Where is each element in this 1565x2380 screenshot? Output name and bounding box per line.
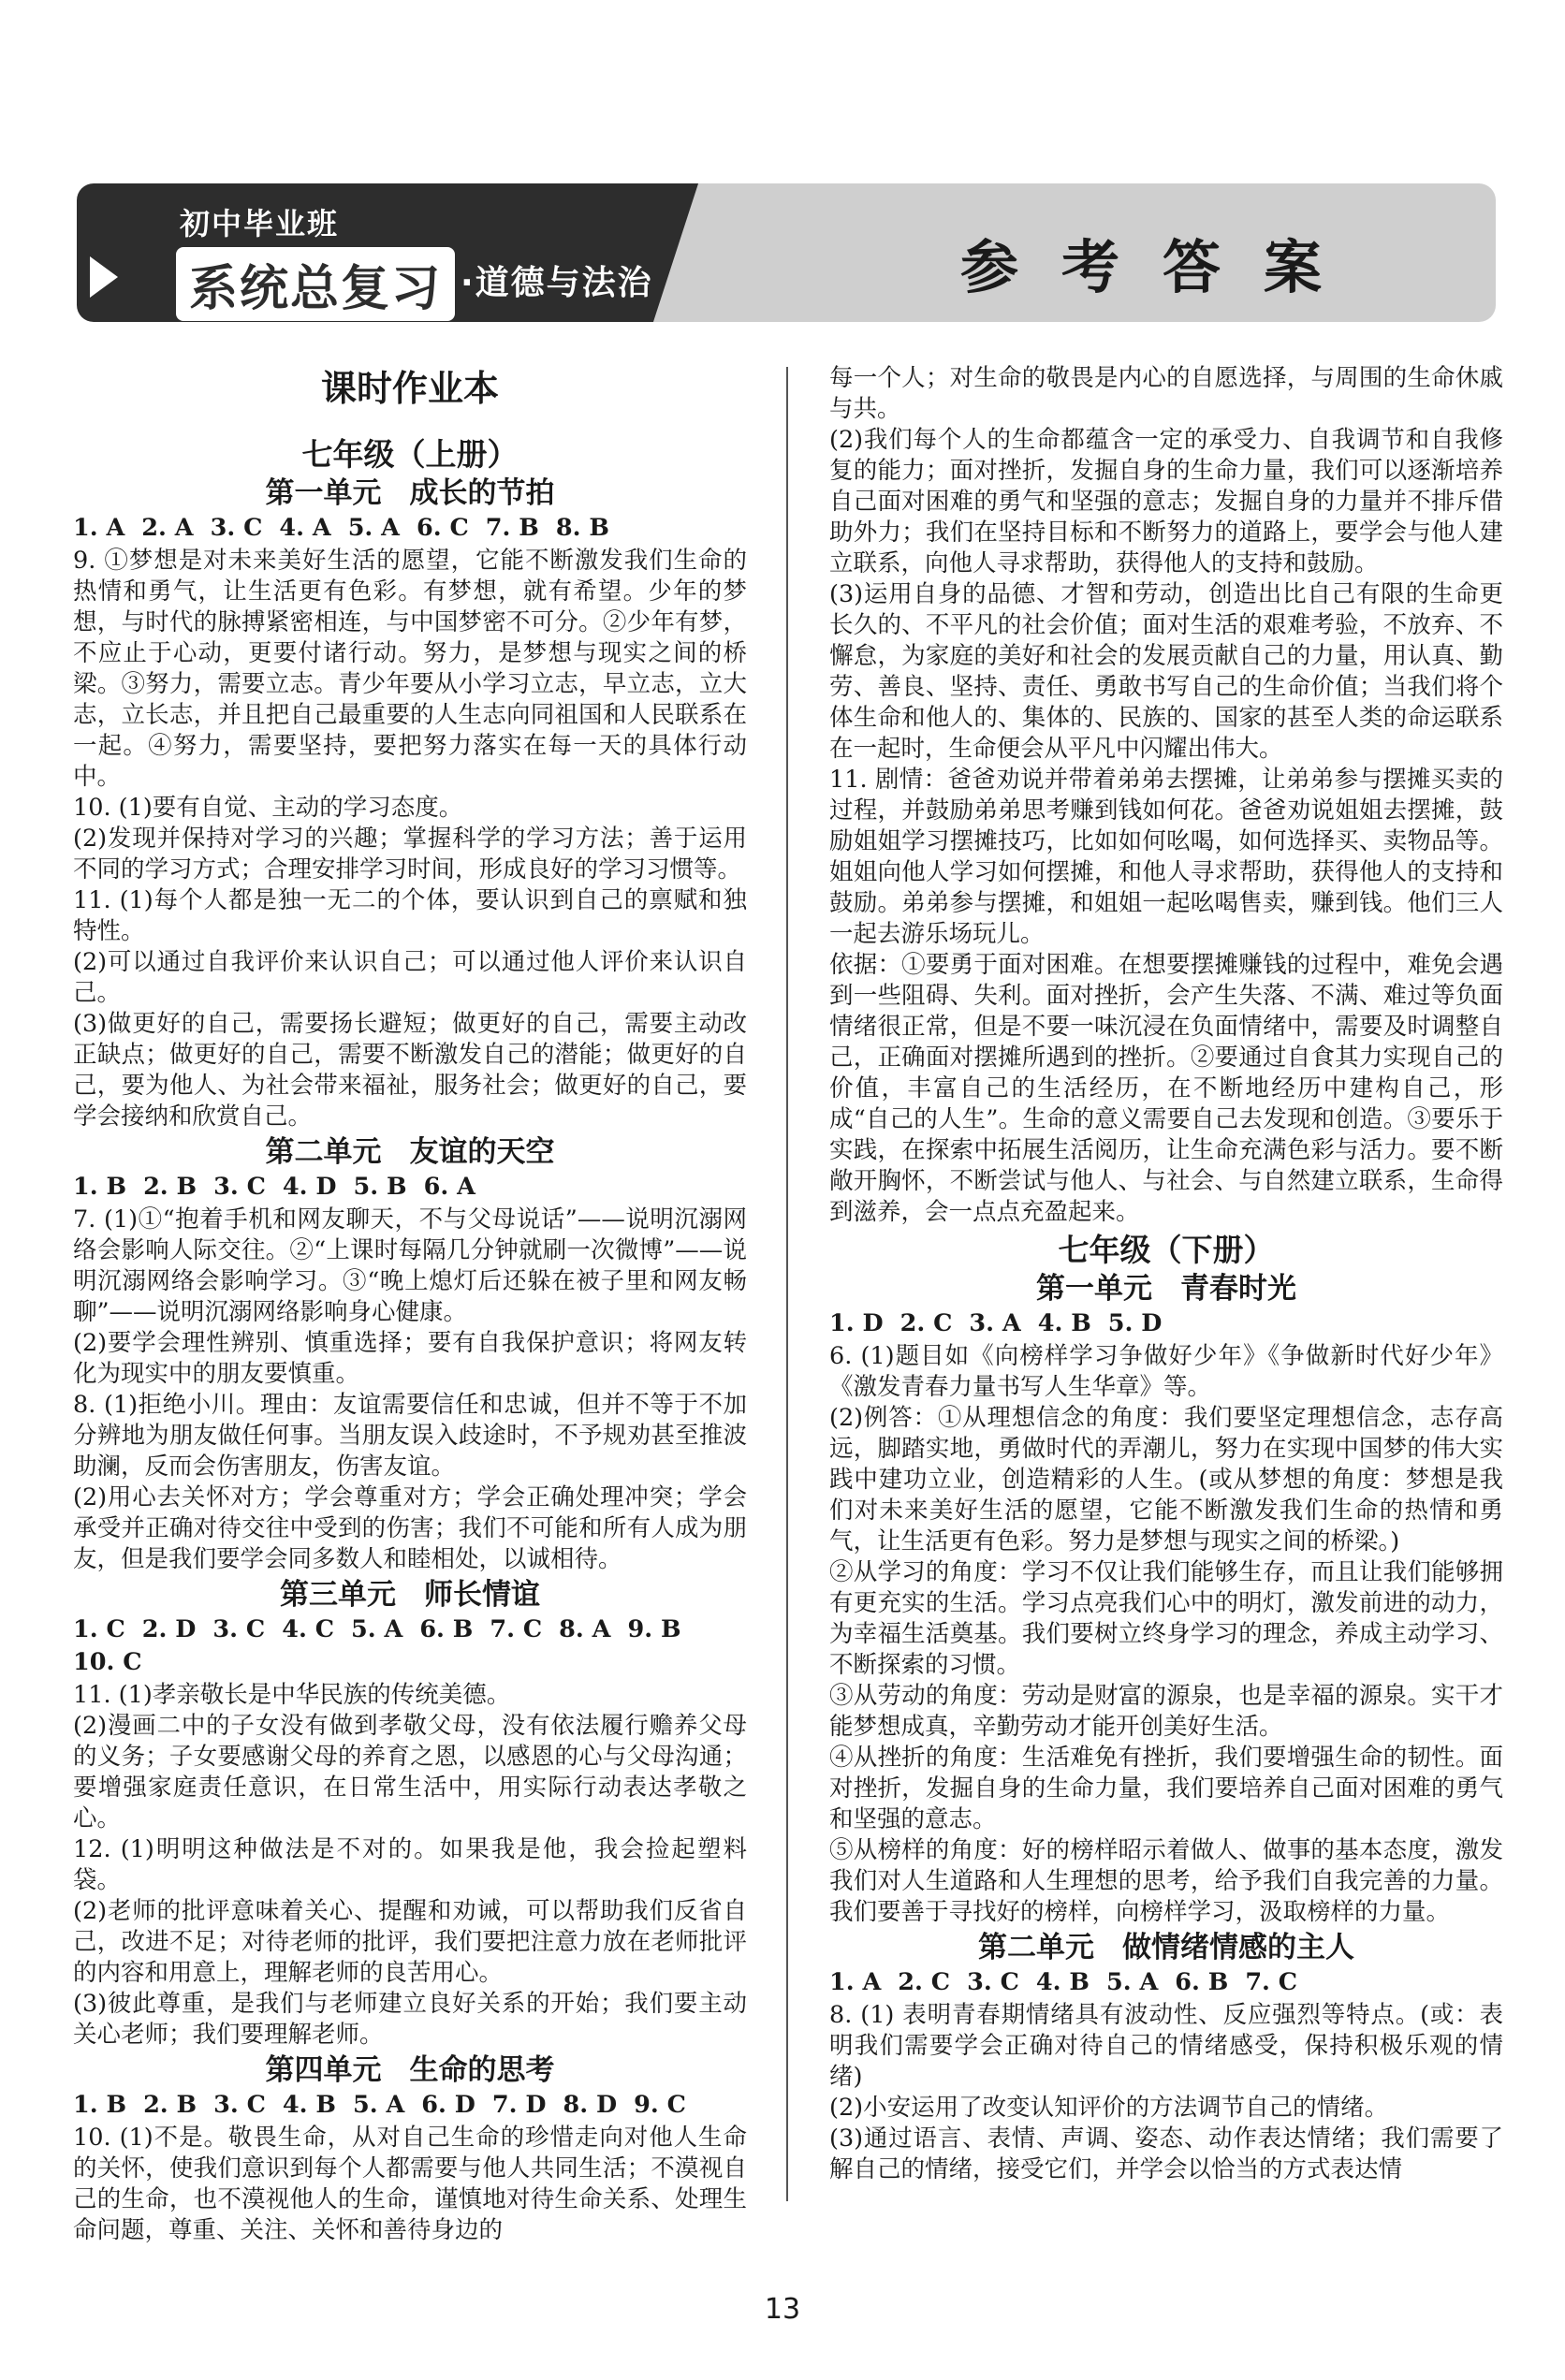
choice-answer: 5. A [351, 1615, 403, 1643]
choice-answer: 9. B [627, 1615, 681, 1643]
answer-paragraph: 依据：①要勇于面对困难。在想要摆摊赚钱的过程中，难免会遇到一些阻碍、失利。面对挫折，会产生失落、不满、难过等负面情绪很正常，但是不要一味沉浸在负面情绪中，需要及时调整自己，正确面对摆摊所遇到的挫折。②要通过自食其力实现自己的价值，丰富自己的生活经历，在不断地经历中建构自己，形成“自己的人生”。生命的意义需要自己去发现和创造。③要乐于实践，在探索中拓展生活阅历，让生命充满色彩与活力。要不断敞开胸怀，不断尝试与他人、与社会、与自然建立联系，生命得到滋养，会一点点充盈起来。 [829, 951, 1503, 1226]
choice-answer: 5. A [352, 2091, 405, 2119]
answer-paragraph: (2)小安运用了改变认知评价的方法调节自己的情绪。 [829, 2094, 1389, 2122]
answer-paragraph: ②从学习的角度：学习不仅让我们能够生存，而且让我们能够拥有更充实的生活。学习点亮我们心中的明灯，激发前进的动力，为幸福生活奠基。我们要树立终身学习的理念，养成主动学习、不断探索的习惯。 [829, 1558, 1503, 1679]
answer-paragraph: (2)用心去关怀对方；学会尊重对方；学会正确处理冲突；学会承受并正确对待交往中受到的伤害；我们不可能和所有人成为朋友，但是我们要学会同多数人和睦相处，以诚相待。 [73, 1483, 747, 1573]
unit-name: 成长的节拍 [409, 476, 555, 510]
left-column [73, 365, 747, 2246]
choice-answer: 2. C [900, 1309, 953, 1337]
answer-paragraph: 8. (1) 表明青春期情绪具有波动性、反应强烈等特点。(或：表明我们需要学会正确对待自己的情绪感受，保持积极乐观的情绪) [829, 2001, 1503, 2091]
grade-heading: 七年级（下册） [1058, 1232, 1275, 1268]
choice-answer: 7. D [491, 2091, 547, 2119]
choice-answer: 1. A [829, 1968, 882, 1996]
answer-paragraph: 9. ①梦想是对未来美好生活的愿望，它能不断激发我们生命的热情和勇气，让生活更有色彩。有梦想，就有希望。少年的梦想，与时代的脉搏紧密相连，与中国梦密不可分。②少年有梦，不应止于心动，更要付诸行动。努力，是梦想与现实之间的桥梁。③努力，需要立志。青少年要从小学习立志，早立志，立大志，立长志，并且把自己最重要的人生志向同祖国和人民联系在一起。④努力，需要坚持，要把努力落实在每一天的具体行动中。 [73, 547, 747, 791]
unit-name: 生命的思考 [409, 2053, 555, 2087]
unit-heading [829, 1930, 1503, 1965]
header-banner [77, 183, 1496, 322]
play-arrow-icon [90, 256, 118, 298]
choice-answers [73, 1614, 747, 1645]
choice-answer: 4. B [282, 2091, 336, 2119]
choice-answer: 1. A [73, 514, 125, 542]
choice-answer: 1. B [73, 2091, 127, 2119]
choice-answer: 2. D [141, 1615, 197, 1643]
unit-heading [73, 1134, 747, 1170]
choice-answer: 7. C [1245, 1968, 1298, 1996]
answer-title: 参考答案 [959, 233, 1365, 301]
answer-paragraph: ③从劳动的角度：劳动是财富的源泉，也是幸福的源泉。实干才能梦想成真，辛勤劳动才能开创美好生活。 [829, 1682, 1503, 1741]
answer-paragraph: (2)例答：①从理想信念的角度：我们要坚定理想信念，志存高远，脚踏实地，勇做时代的弄潮儿，努力在实现中国梦的伟大实践中建功立业，创造精彩的人生。(或从梦想的角度：梦想是我们对未来美好生活的愿望，它能不断激发我们生命的热情和勇气，让生活更有色彩。努力是梦想与现实之间的桥梁。) [829, 1404, 1503, 1555]
answer-paragraph: (2)漫画二中的子女没有做到孝敬父母，没有依法履行赡养父母的义务；子女要感谢父母的养育之恩，以感恩的心与父母沟通；要增强家庭责任意识，在日常生活中，用实际行动表达孝敬之心。 [73, 1712, 747, 1832]
series-title: 系统总复习 [176, 247, 455, 321]
answer-paragraph: (2)发现并保持对学习的兴趣；掌握科学的学习方法；善于运用不同的学习方式；合理安排学习时间，形成良好的学习习惯等。 [73, 825, 747, 883]
choice-answers [73, 513, 747, 544]
answer-paragraph: (2)要学会理性辨别、慎重选择；要有自我保护意识；将网友转化为现实中的朋友要慎重。 [73, 1329, 747, 1388]
unit-number: 第二单元 [978, 1931, 1094, 1964]
choice-answer: 1. D [829, 1309, 884, 1337]
answer-paragraph: 7. (1)①“抱着手机和网友聊天，不与父母说话”——说明沉溺网络会影响人际交往。②“上课时每隔几分钟就刷一次微博”——说明沉溺网络会影响学习。③“晚上熄灯后还躲在被子里和网友畅聊”——说明沉溺网络影响身心健康。 [73, 1205, 747, 1326]
subject-title: ·道德与法治 [461, 264, 653, 302]
choice-answer: 6. A [423, 1173, 475, 1201]
choice-answer: 9. C [634, 2091, 686, 2119]
right-column [829, 363, 1503, 2185]
answer-paragraph: 11. (1)每个人都是独一无二的个体，要认识到自己的禀赋和独特性。 [73, 886, 747, 945]
choice-answer: 2. B [143, 2091, 197, 2119]
grade-heading: 七年级（上册） [301, 436, 519, 473]
choice-answers [829, 1967, 1503, 1998]
unit-number: 第一单元 [265, 476, 382, 510]
choice-answer: 3. A [969, 1309, 1021, 1337]
choice-answer: 2. C [898, 1968, 951, 1996]
answer-paragraph: (3)彼此尊重，是我们与老师建立良好关系的开始；我们要主动关心老师；我们要理解老师。 [73, 1990, 747, 2049]
answer-paragraph: (2)我们每个人的生命都蕴含一定的承受力、自我调节和自我修复的能力；面对挫折，发掘自身的生命力量，我们可以逐渐培养自己面对困难的勇气和坚强的意志；发掘自身的力量并不排斥借助外力；我们在坚持目标和不断努力的道路上，要学会与他人建立联系，向他人寻求帮助，获得他人的支持和鼓励。 [829, 426, 1503, 577]
choice-answers [829, 1308, 1503, 1339]
choice-answer: 6. D [421, 2091, 475, 2119]
unit-number: 第四单元 [265, 2053, 382, 2087]
choice-answer: 4. D [282, 1173, 337, 1201]
answer-paragraph: 8. (1)拒绝小川。理由：友谊需要信任和忠诚，但并不等于不加分辨地为朋友做任何事。当朋友误入歧途时，不予规劝甚至推波助澜，反而会伤害朋友，伤害友谊。 [73, 1391, 747, 1481]
choice-answers [73, 1172, 747, 1203]
choice-answer: 5. D [1107, 1309, 1163, 1337]
page-number: 13 [764, 2293, 801, 2326]
unit-number: 第二单元 [265, 1135, 382, 1169]
choice-answer: 4. B [1035, 1968, 1090, 1996]
answer-paragraph: 6. (1)题目如《向榜样学习争做好少年》《争做新时代好少年》《激发青春力量书写人生华章》等。 [829, 1342, 1503, 1401]
answer-paragraph: 10. (1)不是。敬畏生命，从对自己生命的珍惜走向对他人生命的关怀，使我们意识到每个人都需要与他人共同生活；不漠视自己的生命，也不漠视他人的生命，谨慎地对待生命关系、处理生命问题，尊重、关注、关怀和善待身边的 [73, 2124, 747, 2244]
unit-name: 友谊的天空 [409, 1135, 555, 1169]
choice-answer: 3. C [213, 1173, 266, 1201]
choice-answer: 4. A [279, 514, 331, 542]
choice-answer: 6. B [1175, 1968, 1229, 1996]
series-top-label: 初中毕业班 [180, 206, 340, 241]
answer-paragraph: 11. (1)孝亲敬长是中华民族的传统美德。 [73, 1681, 511, 1709]
unit-heading [73, 475, 747, 511]
unit-number: 第三单元 [280, 1578, 396, 1612]
answer-paragraph: 11. 剧情：爸爸劝说并带着弟弟去摆摊，让弟弟参与摆摊买卖的过程，并鼓励弟弟思考赚到钱如何花。爸爸劝说姐姐去摆摊，鼓励姐姐学习摆摊技巧，比如如何吆喝，如何选择买、卖物品等。姐姐向他人学习如何摆摊，和他人寻求帮助，获得他人的支持和鼓励。弟弟参与摆摊，和姐姐一起吆喝售卖，赚到钱。他们三人一起去游乐场玩儿。 [829, 766, 1503, 948]
unit-heading [829, 1271, 1503, 1307]
choice-answer: 3. C [213, 2091, 266, 2119]
answer-paragraph: ④从挫折的角度：生活难免有挫折，我们要增强生命的韧性。面对挫折，发掘自身的生命力量，我们要培养自己面对困难的勇气和坚强的意志。 [829, 1744, 1503, 1833]
choice-answers [73, 2090, 747, 2121]
choice-answer: 2. B [143, 1173, 197, 1201]
choice-answer: 8. B [555, 514, 609, 542]
choice-answer: 5. B [353, 1173, 407, 1201]
answer-paragraph: 12. (1)明明这种做法是不对的。如果我是他，我会捡起塑料袋。 [73, 1835, 747, 1894]
answer-paragraph: ⑤从榜样的角度：好的榜样昭示着做人、做事的基本态度，激发我们对人生道路和人生理想的思考，给予我们自我完善的力量。我们要善于寻找好的榜样，向榜样学习，汲取榜样的力量。 [829, 1836, 1503, 1926]
choice-answer: 5. A [347, 514, 400, 542]
choice-answer: 7. C [490, 1615, 543, 1643]
choice-answer: 7. B [485, 514, 539, 542]
unit-heading [73, 1577, 747, 1613]
choice-answer: 1. B [73, 1173, 127, 1201]
choice-answer: 5. A [1105, 1968, 1159, 1996]
unit-name: 师长情谊 [424, 1578, 540, 1612]
choice-answer: 1. C [73, 1615, 125, 1643]
choice-answer: 6. C [416, 514, 469, 542]
unit-heading [73, 2052, 747, 2088]
answer-paragraph: (2)可以通过自我评价来认识自己；可以通过他人评价来认识自己。 [73, 948, 747, 1007]
choice-answer: 2. A [141, 514, 194, 542]
book-title: 课时作业本 [320, 368, 499, 409]
choice-answer: 6. B [419, 1615, 474, 1643]
answer-paragraph: (3)运用自身的品德、才智和劳动，创造出比自己有限的生命更长久的、不平凡的社会价值；面对生活的艰难考验，不放弃、不懈怠，为家庭的美好和社会的发展贡献自己的力量，用认真、勤劳、善良、坚持、责任、勇敢书写自己的生命价值；当我们将个体生命和他人的、集体的、民族的、国家的甚至人类的命运联系在一起时，生命便会从平凡中闪耀出伟大。 [829, 580, 1503, 763]
choice-answer: 3. C [967, 1968, 1019, 1996]
unit-name: 青春时光 [1180, 1272, 1296, 1306]
answer-paragraph: (3)做更好的自己，需要扬长避短；做更好的自己，需要主动改正缺点；做更好的自己，需要不断激发自己的潜能；做更好的自己，要为他人、为社会带来福祉，服务社会；做更好的自己，要学会接纳和欣赏自己。 [73, 1010, 747, 1131]
choice-answers [73, 1647, 747, 1678]
choice-answer: 8. D [563, 2091, 618, 2119]
answer-paragraph: 10. (1)要有自觉、主动的学习态度。 [73, 794, 463, 822]
choice-answer: 10. C [73, 1648, 142, 1676]
choice-answer: 3. C [212, 1615, 266, 1643]
unit-name: 做情绪情感的主人 [1122, 1931, 1354, 1964]
choice-answer: 8. A [559, 1615, 611, 1643]
choice-answer: 4. B [1037, 1309, 1091, 1337]
answer-paragraph: (2)老师的批评意味着关心、提醒和劝诫，可以帮助我们反省自己，改进不足；对待老师的批评，我们要把注意力放在老师批评的内容和用意上，理解老师的良苦用心。 [73, 1897, 747, 1987]
choice-answer: 3. C [210, 514, 263, 542]
choice-answer: 4. C [282, 1615, 335, 1643]
unit-number: 第一单元 [1036, 1272, 1152, 1306]
answer-paragraph: (3)通过语言、表情、声调、姿态、动作表达情绪；我们需要了解自己的情绪，接受它们，并学会以恰当的方式表达情 [829, 2124, 1503, 2183]
answer-paragraph: 每一个人；对生命的敬畏是内心的自愿选择，与周围的生命休戚与共。 [829, 364, 1503, 423]
column-divider [786, 367, 788, 2201]
